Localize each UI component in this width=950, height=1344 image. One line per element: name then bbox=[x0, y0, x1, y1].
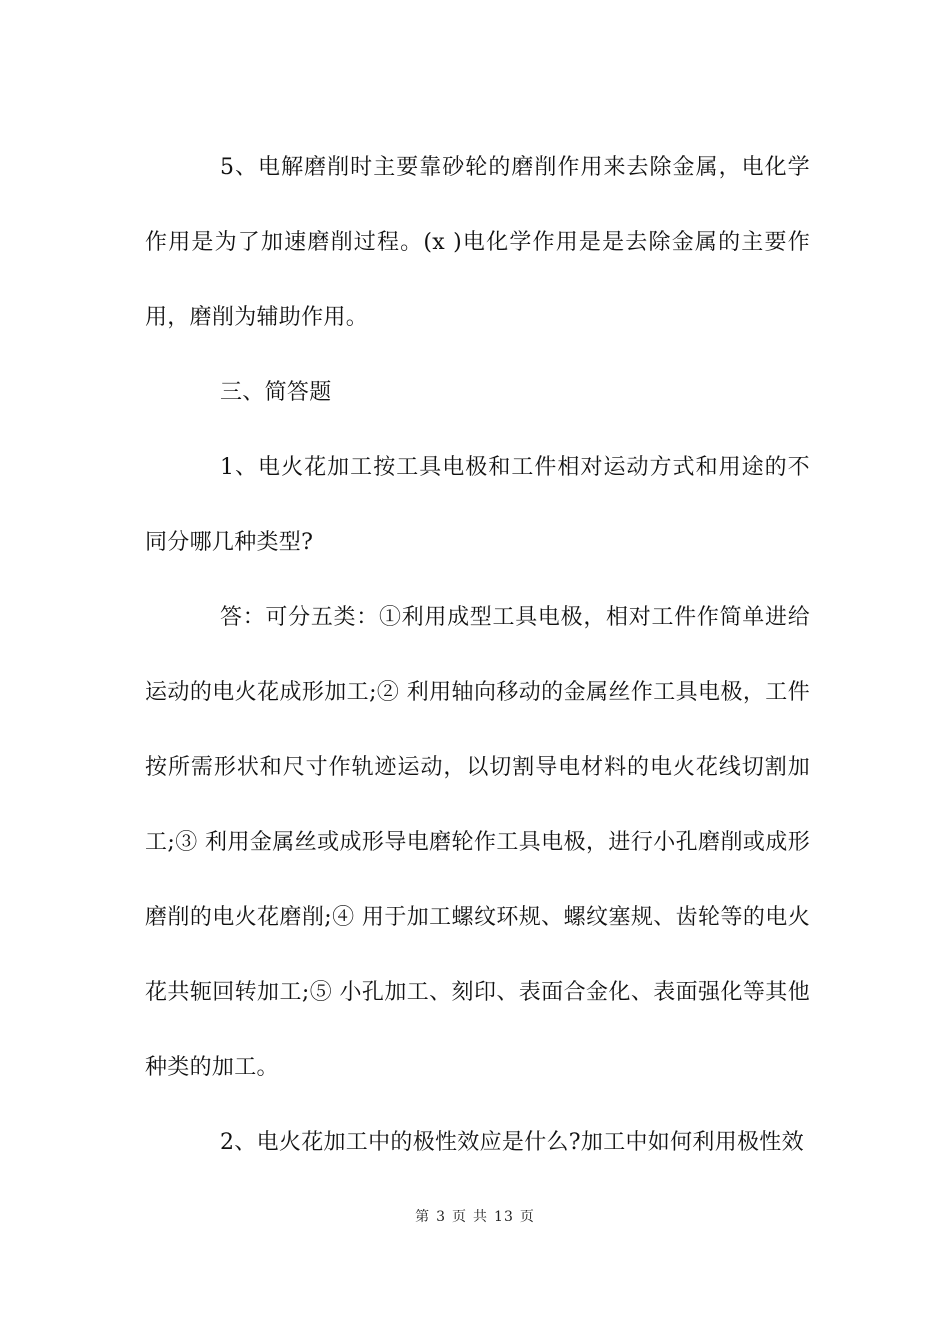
footer-total-pages: 13 bbox=[494, 1209, 514, 1225]
page-footer bbox=[0, 1206, 950, 1226]
footer-current-page: 3 bbox=[436, 1209, 447, 1225]
document-body bbox=[145, 130, 810, 1180]
footer-total-unit: 页 bbox=[519, 1209, 535, 1225]
section-heading-short-answer: 三、简答题 bbox=[220, 380, 332, 405]
paragraph-answer-1: 答：可分五类：①利用成型工具电极，相对工件作简单进给运动的电火花成形加工;② 利用轴向移动的金属丝作工具电极，工件按所需形状和尺寸作轨迹运动，以切割导电材料的电火花线切割加工;③ 利用金属丝或成形导电磨轮作工具电极，进行小孔磨削或成形磨削的电火花磨削;④ 用于加工螺纹环规、螺纹塞规、齿轮等的电火花共轭回转加工;⑤ 小孔加工、刻印、表面合金化、表面强化等其他种类的加工。 bbox=[145, 605, 810, 1080]
footer-total-prefix: 共 bbox=[473, 1209, 489, 1225]
footer-prefix: 第 bbox=[415, 1209, 431, 1225]
footer-page-unit: 页 bbox=[452, 1209, 468, 1225]
paragraph-question-5: 5、电解磨削时主要靠砂轮的磨削作用来去除金属，电化学作用是为了加速磨削过程。(x )电化学作用是是去除金属的主要作用，磨削为辅助作用。 bbox=[145, 155, 810, 330]
paragraph-question-1: 1、电火花加工按工具电极和工件相对运动方式和用途的不同分哪几种类型? bbox=[145, 455, 810, 555]
paragraph-question-2: 2、电火花加工中的极性效应是什么?加工中如何利用极性效 bbox=[220, 1130, 804, 1155]
